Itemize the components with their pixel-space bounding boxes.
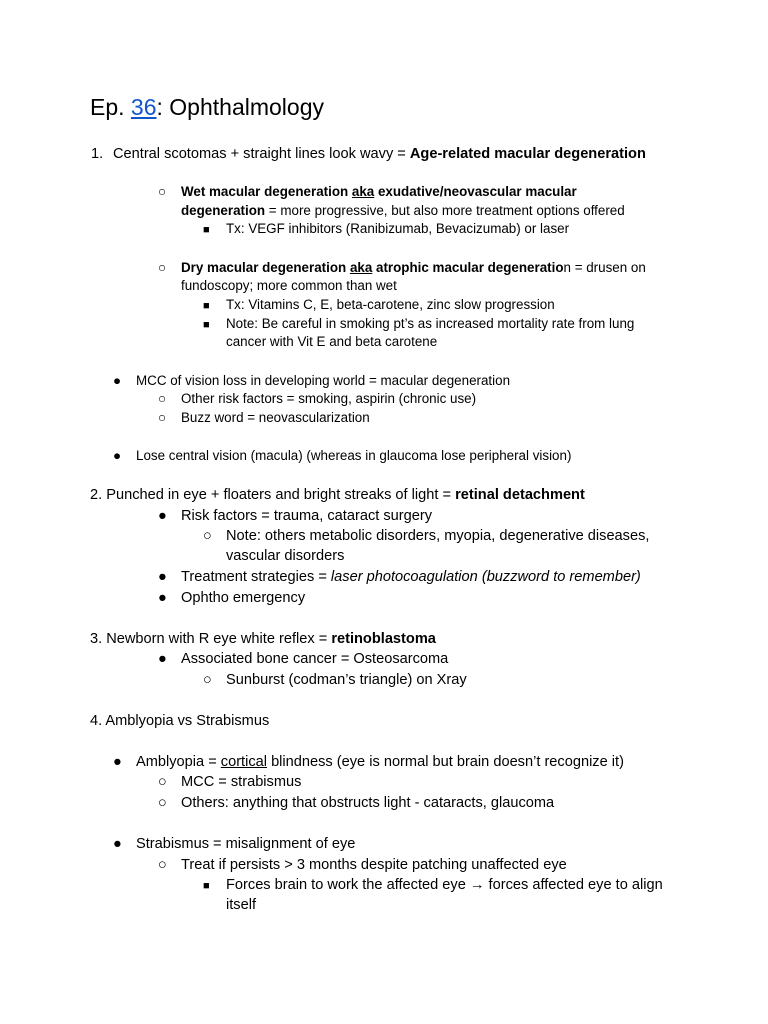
amblyopia-mcc: MCC = strabismus bbox=[181, 774, 302, 790]
strabismus-forces-line2: itself bbox=[226, 897, 257, 913]
rb-sunburst: Sunburst (codman’s triangle) on Xray bbox=[226, 672, 467, 688]
rd-note-line1: Note: others metabolic disorders, myopia, degenerative diseases, bbox=[226, 528, 650, 544]
dry-amd-line1: Dry macular degeneration aka atrophic macular degeneration = drusen on bbox=[181, 260, 646, 275]
dry-amd-note-line1: Note: Be careful in smoking pt’s as increased mortality rate from lung bbox=[226, 316, 635, 331]
circle-bullet-icon: ○ bbox=[158, 184, 167, 199]
page-title: Ep. 36: Ophthalmology bbox=[90, 94, 324, 120]
dry-amd-note-line2: cancer with Vit E and beta carotene bbox=[226, 334, 438, 349]
disc-bullet-icon: ● bbox=[113, 448, 122, 463]
circle-bullet-icon: ○ bbox=[158, 260, 167, 275]
rd-note-line2: vascular disorders bbox=[226, 548, 345, 564]
circle-bullet-icon: ○ bbox=[203, 672, 212, 688]
disc-bullet-icon: ● bbox=[158, 590, 167, 606]
disc-bullet-icon: ● bbox=[158, 569, 167, 585]
disc-bullet-icon: ● bbox=[158, 508, 167, 524]
wet-amd-line2: degeneration = more progressive, but also more treatment options offered bbox=[181, 203, 625, 218]
item-2-heading: 2. Punched in eye + floaters and bright streaks of light = retinal detachment bbox=[90, 487, 585, 503]
strabismus-treat: Treat if persists > 3 months despite patching unaffected eye bbox=[181, 857, 567, 873]
circle-bullet-icon: ○ bbox=[158, 857, 167, 873]
disc-bullet-icon: ● bbox=[113, 754, 122, 770]
dry-amd-tx: Tx: Vitamins C, E, beta-carotene, zinc slow progression bbox=[226, 297, 555, 312]
other-risk-factors: Other risk factors = smoking, aspirin (chronic use) bbox=[181, 391, 477, 406]
disc-bullet-icon: ● bbox=[113, 373, 122, 388]
amblyopia-others: Others: anything that obstructs light - cataracts, glaucoma bbox=[181, 795, 555, 811]
dry-amd-line2: fundoscopy; more common than wet bbox=[181, 278, 397, 293]
item-3-heading: 3. Newborn with R eye white reflex = retinoblastoma bbox=[90, 631, 436, 647]
rd-risk-factors: Risk factors = trauma, cataract surgery bbox=[181, 508, 433, 524]
circle-bullet-icon: ○ bbox=[203, 528, 212, 544]
wet-amd-line1: Wet macular degeneration aka exudative/neovascular macular bbox=[181, 184, 577, 199]
item-4-heading: 4. Amblyopia vs Strabismus bbox=[90, 713, 270, 729]
rb-associated: Associated bone cancer = Osteosarcoma bbox=[181, 651, 449, 667]
item-1-heading: Central scotomas + straight lines look wavy = Age-related macular degeneration bbox=[113, 146, 646, 162]
amblyopia-definition: Amblyopia = cortical blindness (eye is normal but brain doesn’t recognize it) bbox=[136, 754, 624, 770]
circle-bullet-icon: ○ bbox=[158, 774, 167, 790]
episode-link[interactable]: 36 bbox=[130, 94, 157, 120]
square-bullet-icon: ■ bbox=[203, 319, 210, 331]
circle-bullet-icon: ○ bbox=[158, 391, 167, 406]
mcc-vision-loss: MCC of vision loss in developing world = macular degeneration bbox=[136, 373, 511, 388]
rd-treatment: Treatment strategies = laser photocoagulation (buzzword to remember) bbox=[181, 569, 641, 585]
strabismus-definition: Strabismus = misalignment of eye bbox=[136, 836, 356, 852]
disc-bullet-icon: ● bbox=[158, 651, 167, 667]
square-bullet-icon: ■ bbox=[203, 300, 210, 312]
circle-bullet-icon: ○ bbox=[158, 795, 167, 811]
item-1-number: 1. bbox=[91, 146, 104, 162]
strabismus-forces-line1: Forces brain to work the affected eye → forces affected eye to align bbox=[226, 877, 663, 893]
buzz-word: Buzz word = neovascularization bbox=[181, 410, 370, 425]
square-bullet-icon: ■ bbox=[203, 224, 210, 236]
rd-emergency: Ophtho emergency bbox=[181, 590, 306, 606]
circle-bullet-icon: ○ bbox=[158, 410, 167, 425]
wet-amd-tx: Tx: VEGF inhibitors (Ranibizumab, Bevacizumab) or laser bbox=[226, 221, 570, 236]
square-bullet-icon: ■ bbox=[203, 880, 210, 892]
disc-bullet-icon: ● bbox=[113, 836, 122, 852]
lose-central-vision: Lose central vision (macula) (whereas in glaucoma lose peripheral vision) bbox=[136, 448, 572, 463]
